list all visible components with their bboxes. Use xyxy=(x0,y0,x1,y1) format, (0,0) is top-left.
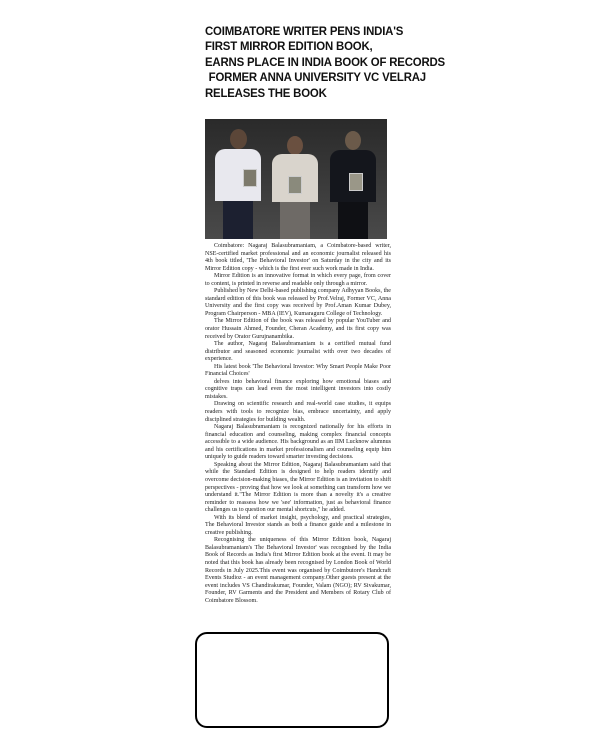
article-paragraph: Speaking about the Mirror Edition, Nagaraj Balasubramaniam said that while the Standard Edition is designed to help readers identify and overcome decision-making biases, the Mirror Edition is an invitation to shift perspectives - proving that how we look at something can transform how we understand it."The Mirror Edition is more than a novelty it's a creative reminder to reassess how we 'see' information, just as behavioral finance challenges us to question our mental shortcuts," he added. xyxy=(205,461,391,514)
book-release-photo xyxy=(205,119,387,239)
highlight-box xyxy=(195,632,389,728)
headline-line: FIRST MIRROR EDITION BOOK, xyxy=(205,39,373,54)
article-paragraph: With its blend of market insight, psychology, and practical strategies, The Behavioral Investor stands as both a finance guide and a milestone in creative publishing. xyxy=(205,514,391,536)
article-paragraph: Recognising the uniqueness of this Mirror Edition book, Nagaraj Balasubramaniam's The Behavioral Investor' was recognised by the India Book of Records as India's first Mirror Edition book at the event. It may be noted that this book has already been recognised by London Book of World Records in July 2025.This event was organised by Coimbutore's Handcraft Events Studioz - an event management company.Other guests present at the event includes VS Chandirakumar, Founder, Valam (NGO); RV Sivakumar, Founder, RV Garments and the President and Members of Rotary Club of Coimbatore Blossom. xyxy=(205,537,391,604)
person-middle xyxy=(268,136,322,239)
article-paragraph: Drawing on scientific research and real-world case studies, it equips readers with tools to recognize bias, embrace uncertainty, and apply disciplined strategies for building wealth. xyxy=(205,401,391,423)
news-clipping xyxy=(205,24,445,604)
article-paragraph: Mirror Edition is an innovative format in which every page, from cover to content, is printed in reverse and readable only through a mirror. xyxy=(205,273,391,287)
article-paragraph: The Mirror Edition of the book was released by popular YouTuber and orator Hussain Ahmed, Founder, Cheran Academy, and its first copy was received by Orator Gurujnanambika. xyxy=(205,318,391,340)
headline xyxy=(205,24,445,101)
article-paragraph: His latest book 'The Behavioral Investor: Why Smart People Make Poor Financial Choices' xyxy=(205,363,391,378)
article-paragraph: Coimbatore: Nagaraj Balasubramaniam, a Coimbatore-based writer, NSE-certified market professional and an economic journalist released his 4th book titled, 'The Behavioral Investor' on Saturday in the city and its Mirror Edition copy - which is the first ever such work made in India. xyxy=(205,243,391,272)
article-paragraph: delves into behavioral finance exploring how emotional biases and cognitive traps can lead even the most intelligent investors into costly mistakes. xyxy=(205,378,391,400)
headline-line: RELEASES THE BOOK xyxy=(205,85,327,100)
headline-line: EARNS PLACE IN INDIA BOOK OF RECORDS xyxy=(205,54,445,69)
person-left xyxy=(209,129,267,239)
headline-line: COIMBATORE WRITER PENS INDIA'S xyxy=(205,24,404,38)
article-paragraph: The author, Nagaraj Balasubramaniam is a certified mutual fund distributor and seasoned economic journalist with over two decades of experience. xyxy=(205,341,391,363)
article-body xyxy=(205,243,391,605)
article-paragraph: Published by New Delhi-based publishing company Adhyyan Books, the standard edition of this book was released by Prof.Velraj, Former VC, Anna University and the first copy was received by Prof.Aman Kumar Dubey, Program Chairperson - MBA (IEV), Kumaraguru College of Technology. xyxy=(205,288,391,317)
headline-line: FORMER ANNA UNIVERSITY VC VELRAJ xyxy=(208,70,426,85)
person-right xyxy=(325,131,381,239)
article-paragraph: Nagaraj Balasubramaniam is recognized nationally for his efforts in financial education and counseling, making complex financial concepts accessible to a wide audience. His background as an IIM Lucknow alumnus and his certifications in market professionalism and counseling equip him uniquely to guide readers toward smarter investing decisions. xyxy=(205,424,391,461)
